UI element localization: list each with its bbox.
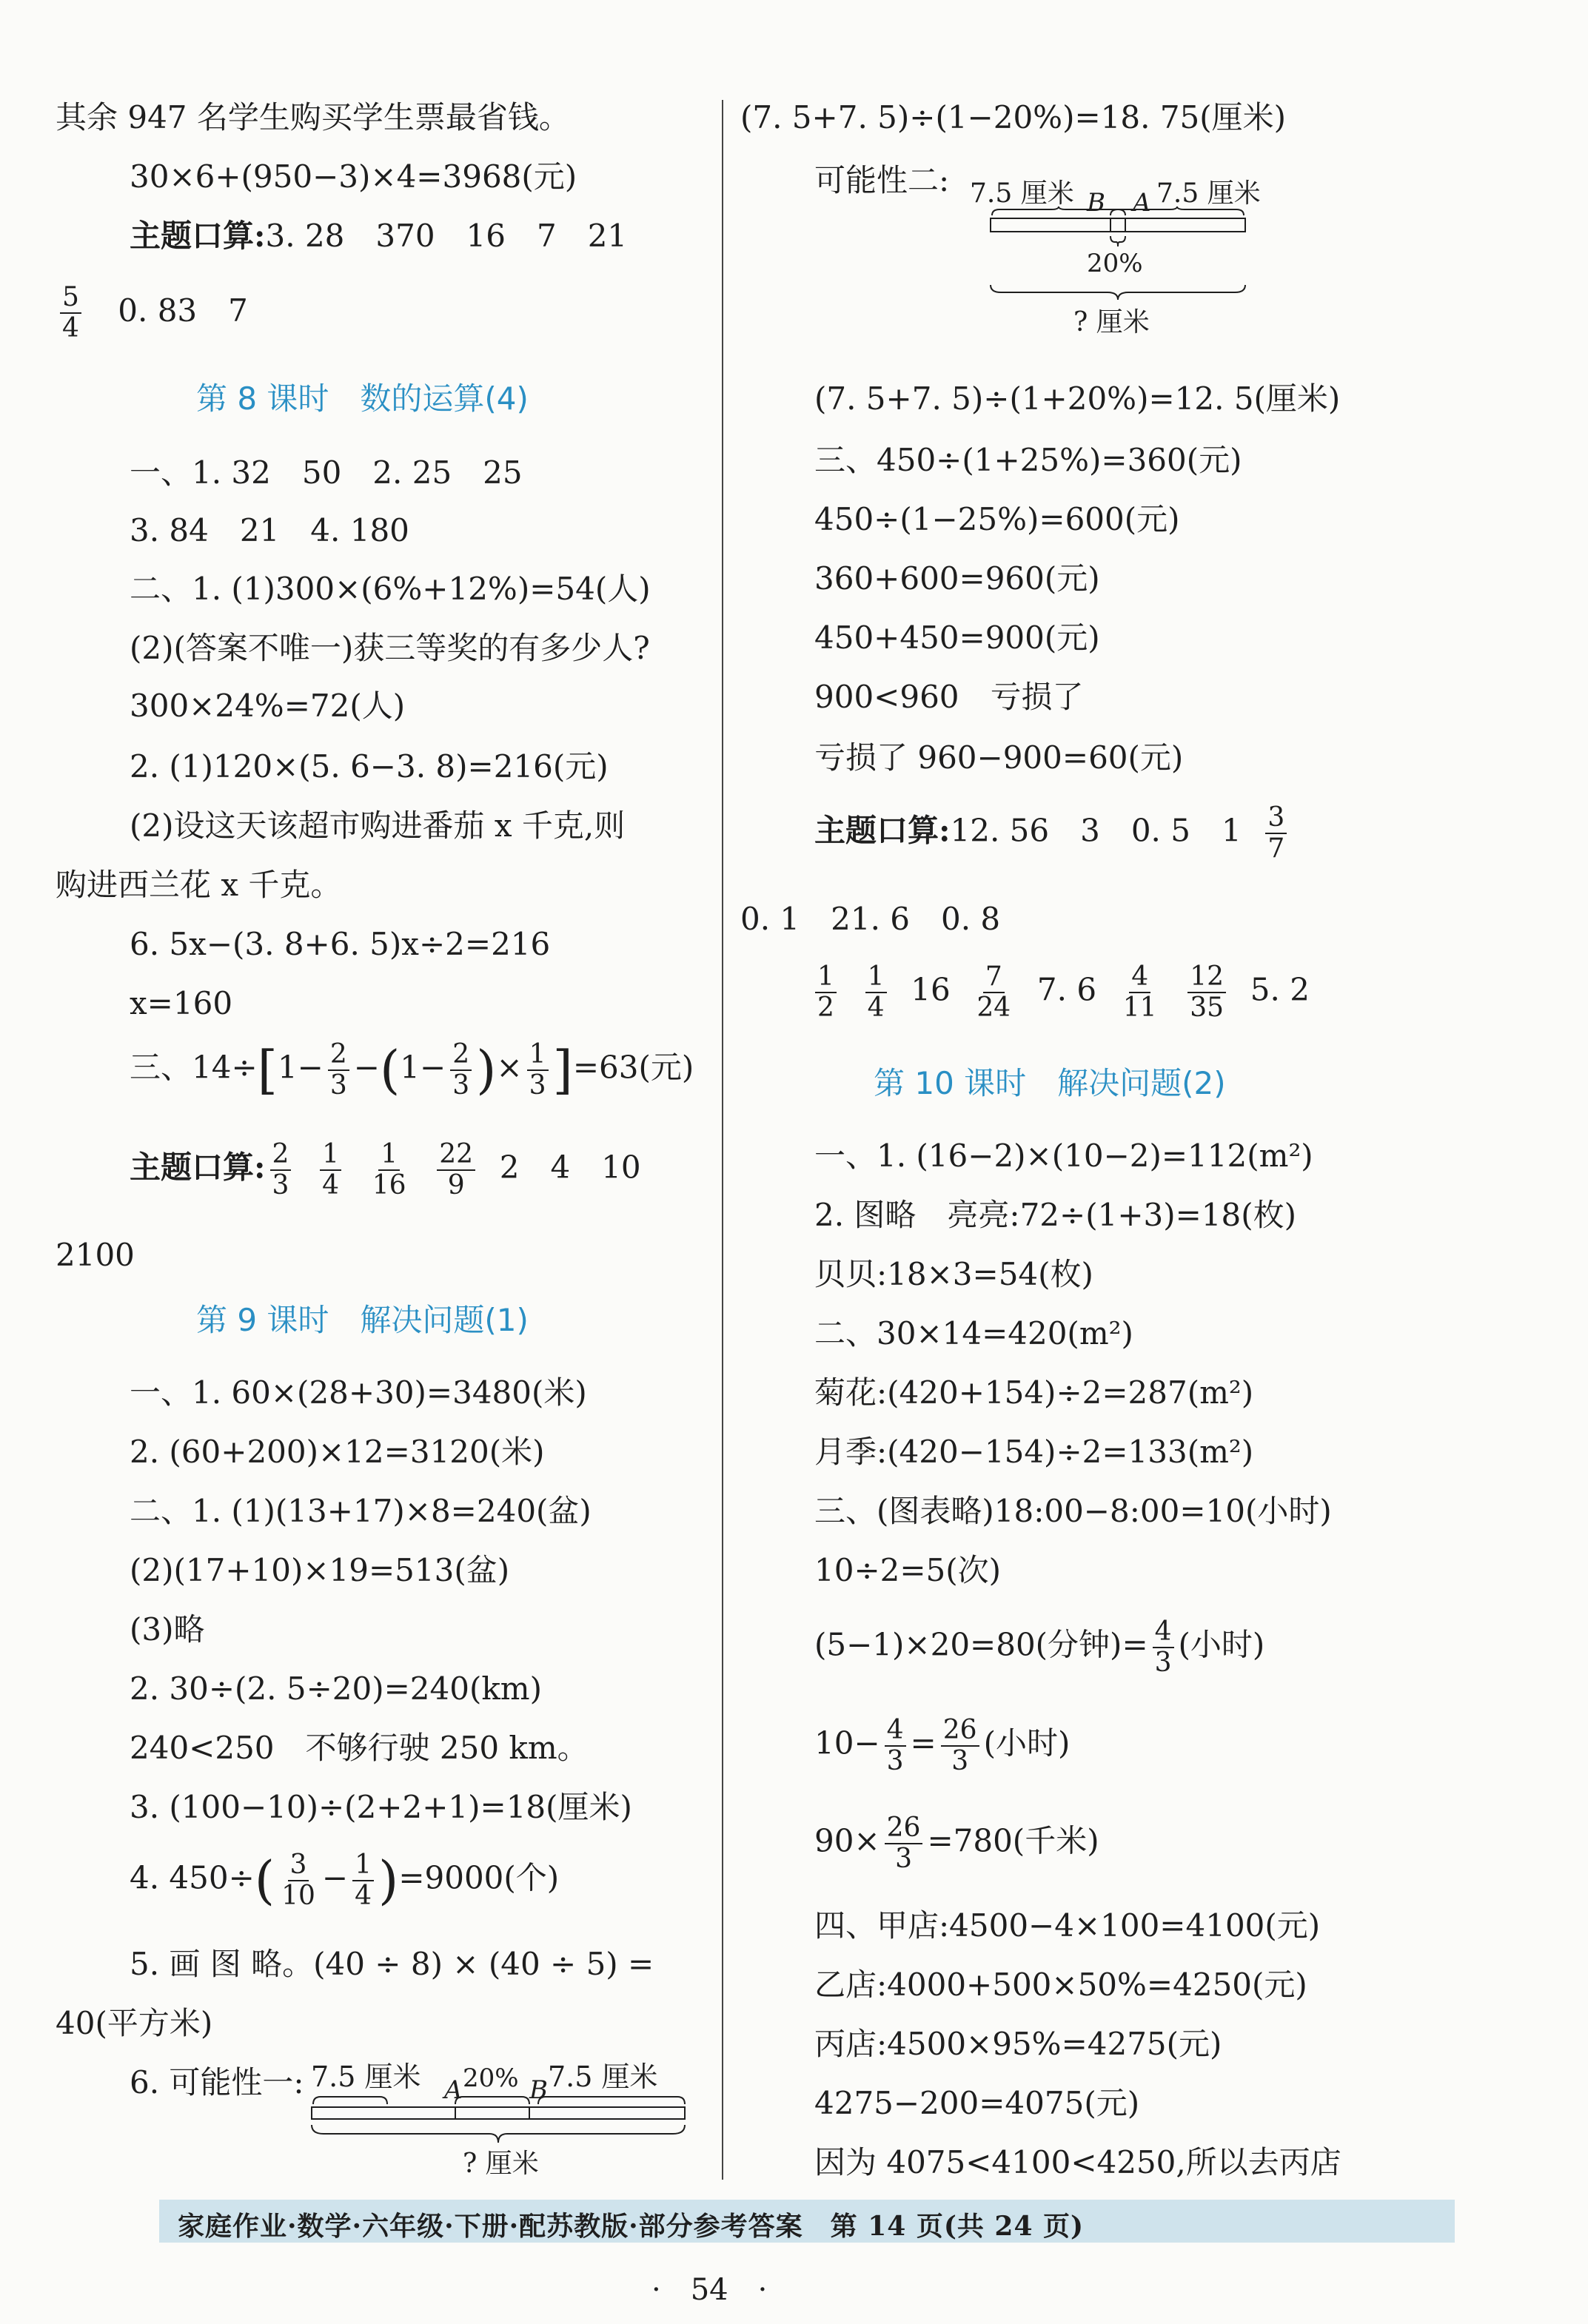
answer-line: 10− $\frac{4}{3}$ = $\frac{26}{3}$ (小时)	[814, 1715, 1071, 1776]
answer-line: 月季:(420−154)÷2=133(m²)	[814, 1434, 1254, 1470]
answer-line: 贝贝:18×3=54(枚)	[814, 1256, 1093, 1292]
answer-line: 30×6+(950−3)×4=3968(元)	[130, 158, 577, 195]
answer-line: 2. 图略 亮亮:72÷(1+3)=18(枚)	[814, 1197, 1297, 1233]
diagram-label-percent: 20%	[1087, 249, 1143, 278]
answer-line: 2. (60+200)×12=3120(米)	[130, 1434, 545, 1470]
diagram-point-a: A	[444, 2075, 463, 2105]
answer-line: 其余 947 名学生购买学生票最省钱。	[56, 99, 570, 135]
diagram-label-right: 7.5 厘米	[1156, 178, 1261, 209]
answer-line: 3. 84 21 4. 180	[130, 512, 409, 548]
page-number: · 54 ·	[651, 2273, 768, 2307]
answer-line: 6. 可能性一:	[130, 2064, 304, 2100]
fraction: $\frac{1}{4}$	[865, 962, 887, 1022]
diagram-point-b: B	[529, 2075, 548, 2105]
answer-line: (2)设这天该超市购进番茄 x 千克,则	[130, 807, 626, 844]
answer-line: 90× $\frac{26}{3}$ =780(千米)	[814, 1813, 1099, 1874]
answer-line: 三、14÷[1− $\frac{2}{3}$ −(1− $\frac{2}{3}$ )× $\frac{1}{3}$ ]=63(元)	[130, 1039, 694, 1101]
diagram-brace	[991, 285, 1245, 300]
section-heading-lesson-10: 第 10 课时 解决问题(2)	[874, 1065, 1226, 1101]
diagram-point-b: B	[1087, 188, 1105, 218]
fraction: $\frac{26}{3}$	[941, 1716, 979, 1776]
answer-line: 6. 5x−(3. 8+6. 5)x÷2=216	[130, 926, 551, 962]
answer-line: 2100	[56, 1237, 135, 1273]
column-divider	[722, 100, 723, 2180]
answer-line: 360+600=960(元)	[814, 560, 1100, 597]
answer-line: 购进西兰花 x 千克。	[56, 867, 342, 903]
answer-line: (2)(答案不唯一)获三等奖的有多少人?	[130, 630, 650, 666]
diagram-brace	[313, 2097, 387, 2104]
diagram-label-bottom: ? 厘米	[463, 2149, 539, 2179]
oral-calc-line: 主题口算:12. 56 3 0. 5 1 $\frac{3}{7}$	[814, 803, 1291, 863]
answer-line: 四、甲店:4500−4×100=4100(元)	[814, 1907, 1321, 1944]
fraction: $\frac{3}{10}$	[281, 1850, 315, 1911]
segment-diagram-2	[962, 174, 1273, 352]
diagram-point-a: A	[1133, 188, 1151, 218]
diagram-label-left: 7.5 厘米	[311, 2061, 421, 2093]
diagram-bar	[991, 218, 1245, 232]
diagram-label-percent: 20%	[463, 2063, 519, 2093]
diagram-label-bottom: ? 厘米	[1073, 307, 1150, 337]
answer-line: 乙店:4000+500×50%=4250(元)	[814, 1967, 1307, 2003]
oral-calc-line	[130, 218, 627, 254]
diagram-brace	[538, 2097, 685, 2104]
answer-line: 0. 1 21. 6 0. 8	[740, 901, 1001, 937]
answer-line: 一、1. 32 50 2. 25 25	[130, 454, 523, 491]
answer-line: 2. (1)120×(5. 6−3. 8)=216(元)	[130, 748, 609, 785]
fraction: $\frac{1}{2}$	[815, 962, 837, 1022]
answer-line: 240<250 不够行驶 250 km。	[130, 1730, 589, 1766]
fraction: $\frac{4}{3}$	[885, 1716, 906, 1776]
answer-line: 4. 450÷( $\frac{3}{10}$ − $\frac{1}{4}$ )=9000(个)	[130, 1850, 560, 1911]
answer-line: 一、1. (16−2)×(10−2)=112(m²)	[814, 1138, 1313, 1174]
answer-line: 一、1. 60×(28+30)=3480(米)	[130, 1374, 587, 1411]
fraction: $\frac{5}{4}$	[60, 283, 81, 343]
segment-diagram-1	[307, 2061, 722, 2187]
fraction: $\frac{3}{7}$	[1265, 803, 1287, 863]
diagram-bar	[312, 2107, 685, 2119]
oral-calc-label: 主题口算:	[814, 812, 951, 849]
fraction: $\frac{1}{3}$	[527, 1040, 549, 1100]
fraction: $\frac{4}{3}$	[1153, 1617, 1174, 1677]
section-heading-lesson-9: 第 9 课时 解决问题(1)	[196, 1302, 529, 1338]
answer-line: 亏损了 960−900=60(元)	[814, 739, 1184, 776]
answer-line: 300×24%=72(人)	[130, 688, 406, 724]
fraction: $\frac{1}{4}$	[352, 1850, 374, 1910]
answer-line: 可能性二:	[814, 162, 950, 198]
answer-line: 5. 画 图 略。(40 ÷ 8) × (40 ÷ 5) =	[130, 1946, 654, 1982]
footer-text: 家庭作业·数学·六年级·下册·配苏教版·部分参考答案 第 14 页(共 24 页)	[178, 2211, 1085, 2242]
answer-line: (2)(17+10)×19=513(盆)	[130, 1552, 510, 1588]
fraction: $\frac{2}{3}$	[450, 1040, 472, 1100]
oral-calc-line: 主题口算: $\frac{2}{3}$ $\frac{1}{4}$ $\frac{1}{16}$ $\frac{22}{9}$ 2 4 10	[130, 1139, 641, 1200]
answer-line: 10÷2=5(次)	[814, 1552, 1002, 1588]
answer-line: 4275−200=4075(元)	[814, 2085, 1140, 2121]
answer-line: 900<960 亏损了	[814, 679, 1084, 715]
answer-line: 二、1. (1)(13+17)×8=240(盆)	[130, 1493, 592, 1529]
diagram-brace	[312, 2125, 685, 2143]
answer-line: 450+450=900(元)	[814, 619, 1100, 656]
diagram-label-right: 7.5 厘米	[548, 2061, 658, 2093]
answer-line: (7. 5+7. 5)÷(1+20%)=12. 5(厘米)	[814, 380, 1341, 417]
answer-line: x=160	[130, 985, 233, 1021]
diagram-brace	[455, 2097, 529, 2104]
fraction: $\frac{2}{3}$	[328, 1040, 349, 1100]
answer-line: $\frac{1}{2}$ $\frac{1}{4}$ 16 $\frac{7}{24}$ 7. 6 $\frac{4}{11}$ $\frac{12}{35}$ 5. 2	[811, 962, 1310, 1022]
fraction: $\frac{1}{4}$	[320, 1140, 341, 1200]
answer-line: 3. (100−10)÷(2+2+1)=18(厘米)	[130, 1789, 632, 1825]
section-heading-lesson-8: 第 8 课时 数的运算(4)	[196, 380, 529, 417]
answer-line: 三、(图表略)18:00−8:00=10(小时)	[814, 1493, 1332, 1529]
answer-line: (3)略	[130, 1611, 205, 1648]
diagram-label-left: 7.5 厘米	[970, 178, 1074, 209]
answer-line: $\frac{5}{4}$ 0. 83 7	[56, 283, 248, 343]
answer-line: 丙店:4500×95%=4275(元)	[814, 2026, 1222, 2062]
answer-line: 二、30×14=420(m²)	[814, 1315, 1133, 1351]
answer-line: 450÷(1−25%)=600(元)	[814, 501, 1180, 537]
answer-line: 因为 4075<4100<4250,所以去丙店	[814, 2144, 1341, 2180]
answer-line: 40(平方米)	[56, 2005, 213, 2041]
fraction: $\frac{2}{3}$	[270, 1140, 292, 1200]
answer-line: 菊花:(420+154)÷2=287(m²)	[814, 1374, 1254, 1411]
oral-calc-values: 3. 28 370 16 7 21	[265, 218, 628, 254]
answer-line: 2. 30÷(2. 5÷20)=240(km)	[130, 1670, 543, 1707]
oral-calc-label: 主题口算:	[130, 1149, 266, 1186]
answer-line: (7. 5+7. 5)÷(1−20%)=18. 75(厘米)	[740, 99, 1287, 135]
answer-line: (5−1)×20=80(分钟)= $\frac{4}{3}$ (小时)	[814, 1616, 1265, 1678]
answer-line: 二、1. (1)300×(6%+12%)=54(人)	[130, 571, 651, 607]
fraction: $\frac{7}{24}$	[976, 961, 1011, 1023]
fraction: $\frac{26}{3}$	[885, 1813, 923, 1873]
oral-calc-label: 主题口算:	[130, 218, 266, 254]
fraction: $\frac{12}{35}$	[1187, 962, 1226, 1022]
answer-line: 三、450÷(1+25%)=360(元)	[814, 442, 1242, 478]
fraction: $\frac{1}{16}$	[372, 1139, 406, 1200]
fraction: $\frac{4}{11}$	[1122, 961, 1157, 1023]
fraction: $\frac{22}{9}$	[437, 1140, 475, 1200]
